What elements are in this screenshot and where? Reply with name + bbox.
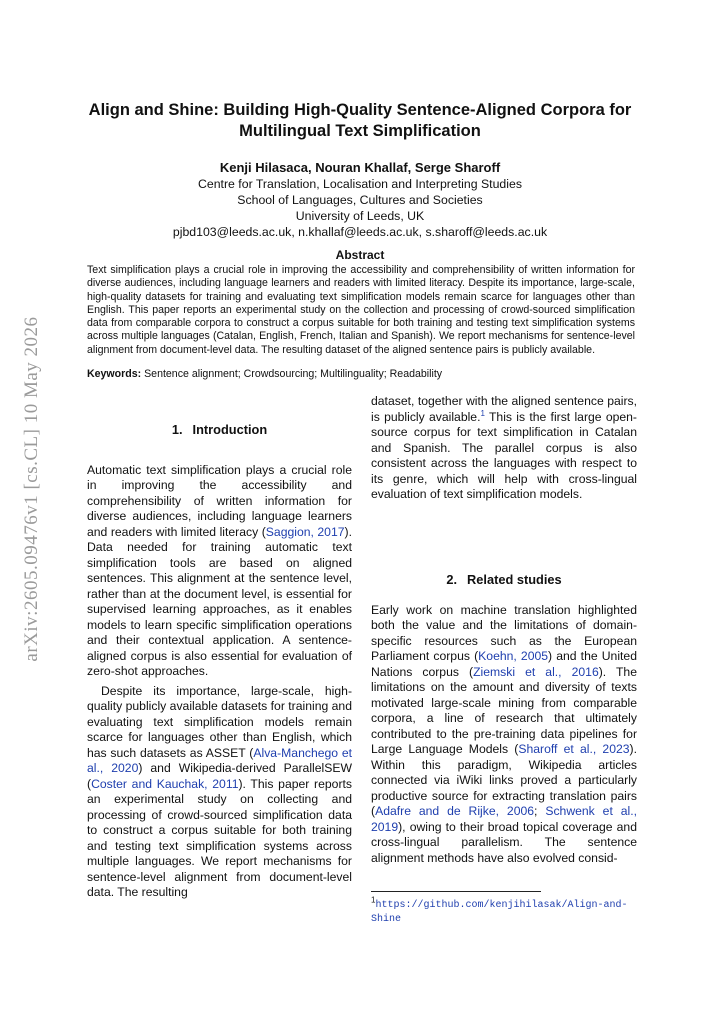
keywords xyxy=(87,368,635,381)
keywords-label: Keywords: xyxy=(87,368,142,380)
footnote-marker[interactable]: 1 xyxy=(480,408,485,418)
author-block xyxy=(60,160,660,240)
author-names: Kenji Hilasaca, Nouran Khallaf, Serge Sharoff xyxy=(219,160,501,175)
section-heading-introduction: 1. Introduction xyxy=(171,422,268,437)
citation-link[interactable]: Koehn, 2005 xyxy=(478,649,549,663)
keywords-list: Sentence alignment; Crowdsourcing; Multilinguality; Readability xyxy=(141,368,443,380)
left-column xyxy=(87,422,353,901)
right-column-related xyxy=(371,572,637,866)
arxiv-identifier: arXiv:2605.09476v1 [cs.CL] 10 May 2026 xyxy=(21,316,42,662)
citation-link[interactable]: Alva-Manchego et al., 2020 xyxy=(87,745,353,775)
affiliation-line: Centre for Translation, Localisation and Interpreting Studies xyxy=(197,177,522,191)
intro-paragraph-1: Automatic text simplification plays a crucial role in improving the accessibility and comprehensibility of written information for diverse audiences, including language learners and readers with limited literacy (Saggion, 2017). Data needed for training automatic text simplification tools are based on aligned sentences. This alignment at the sentence level, rather than at the document level, is essential for supervised learning approaches, as it enables models to learn specific simplification operations and their contextual application. A sentence-aligned corpus is also essential for evaluation of zero-shot approaches. xyxy=(87,462,352,678)
footnote-url-link[interactable]: https://github.com/kenjihilasak/Align-and-Shine xyxy=(371,900,628,925)
affiliation-line: University of Leeds, UK xyxy=(295,209,425,223)
citation-link[interactable]: Adafre and de Rijke, 2006 xyxy=(375,804,535,818)
citation-link[interactable]: Coster and Kauchak, 2011 xyxy=(91,776,239,791)
citation-link[interactable]: Saggion, 2017 xyxy=(265,524,345,539)
footnote xyxy=(371,895,641,926)
arxiv-side-label xyxy=(2,300,62,680)
abstract-heading: Abstract xyxy=(335,248,385,262)
footnote-divider xyxy=(371,891,541,892)
citation-link[interactable]: Sharoff et al., 2023 xyxy=(518,742,630,756)
paper-title: Align and Shine: Building High-Quality Sentence-Aligned Corpora for Multilingual Text Simplification xyxy=(88,101,632,140)
intro-paragraph-continued: dataset, together with the aligned sentence pairs, is publicly available.$^1$ This is the first large open-source corpus for text simplification in Catalan and Spanish. The parallel corpus is also consistent across the languages with respect to its genre, which will help with cross-lingual evaluation of text simplification models. xyxy=(371,394,637,501)
affiliation-line: School of Languages, Cultures and Societies xyxy=(237,193,483,207)
right-column-intro-continued xyxy=(371,394,637,503)
abstract-text: Text simplification plays a crucial role in improving the accessibility and comprehensibility of written information for diverse audiences, including language learners and readers with limited literacy. Despite its importance, large-scale, high-quality datasets for training and evaluating text simplification models remain scarce for languages other than English. This paper reports an experimental study on the collection and processing of crowd-sourced simplification data from comparable corpora to construct a corpus suitable for both training and testing text simplification systems across multiple languages (Catalan, English, French, Italian and Spanish). We report mechanisms for sentence-level alignment from document-level data. The resulting dataset of the aligned sentence pairs is publicly available. xyxy=(87,264,635,356)
author-emails: pjbd103@leeds.ac.uk, n.khallaf@leeds.ac.uk, s.sharoff@leeds.ac.uk xyxy=(172,225,548,239)
citation-link[interactable]: Schwenk et al., 2019 xyxy=(371,804,637,834)
related-paragraph-1: Early work on machine translation highlighted both the value and the limitations of domain-specific resources such as the European Parliament corpus (Koehn, 2005) and the United Nations corpus (Ziemski et al., 2016). The limitations on the amount and diversity of texts motivated large-scale mining from comparable corpora, a line of research that ultimately contributed to the pre-training data pipelines for Large Language Models (Sharoff et al., 2023). Within this paradigm, Wikipedia articles connected via iWiki links proved a particularly productive source for extracting translation pairs (Adafre and de Rijke, 2006; Schwenk et al., 2019), owing to their broad topical coverage and cross-lingual parallelism. The sentence alignment methods have also evolved consid- xyxy=(371,602,637,865)
intro-paragraph-2: Despite its importance, large-scale, high-quality publicly available datasets for training and evaluating text simplification models remain scarce for languages other than English, which has such datasets as ASSET (Alva-Manchego et al., 2020) and Wikipedia-derived ParallelSEW (Coster and Kauchak, 2011). This paper reports an experimental study on collecting and processing of crowd-sourced simplification data to construct a corpus suitable for both training and testing text simplification systems across multiple languages. We report mechanisms for sentence-level alignment from document-level data. The resulting xyxy=(87,683,353,899)
section-heading-related-studies: 2. Related studies xyxy=(446,572,562,587)
citation-link[interactable]: Ziemski et al., 2016 xyxy=(473,664,599,679)
footnote-number: 1 xyxy=(371,895,376,905)
